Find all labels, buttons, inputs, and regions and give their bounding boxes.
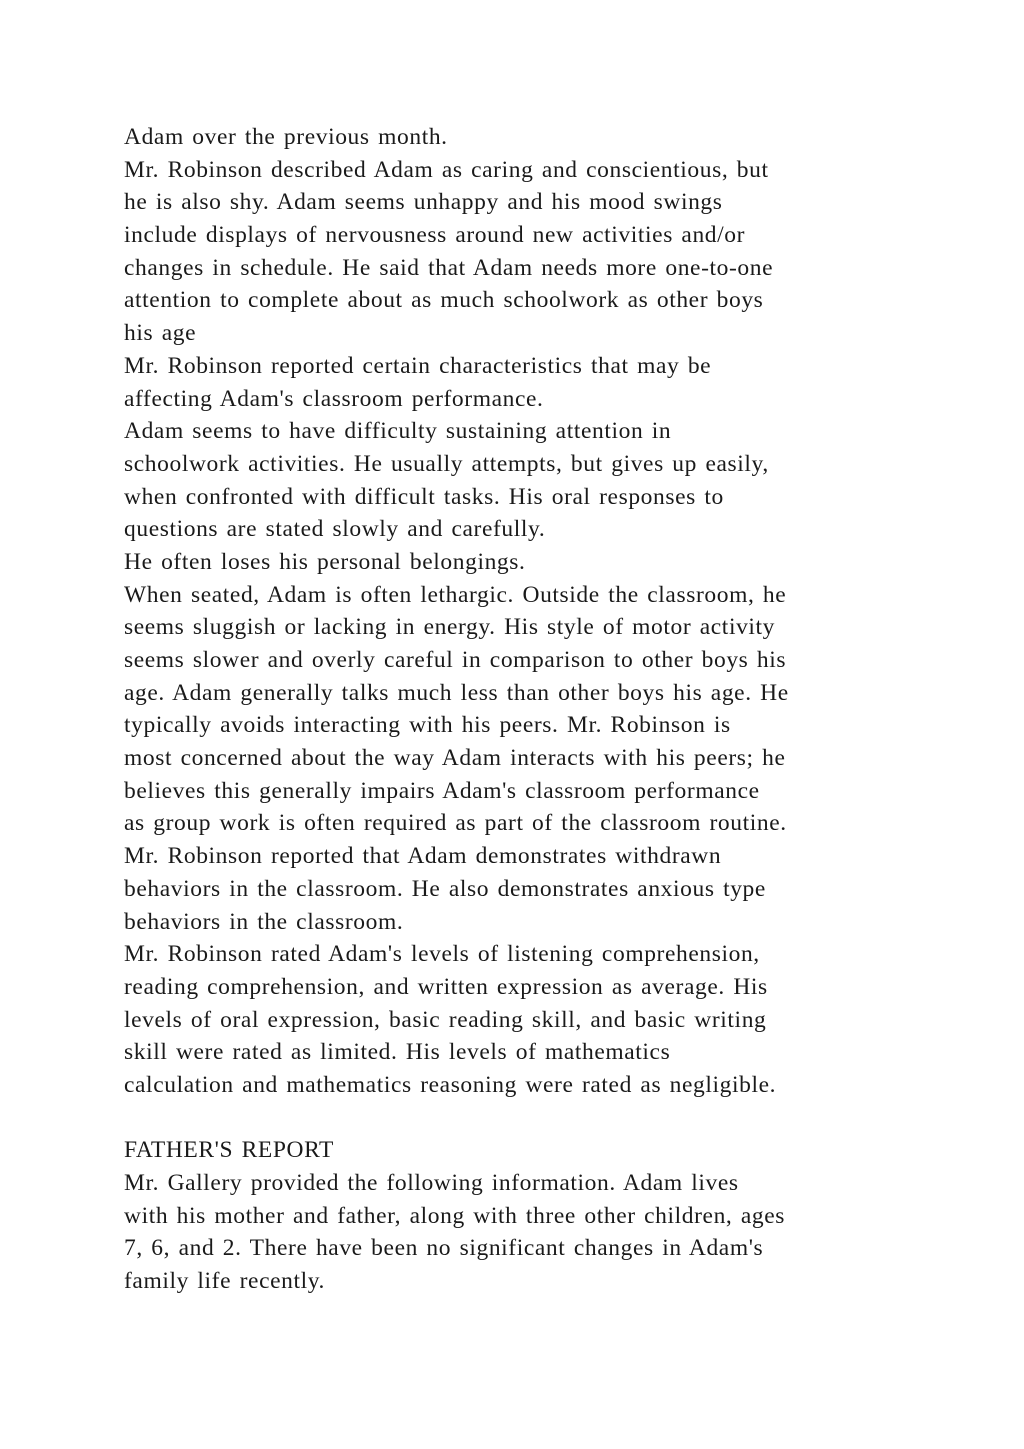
text-line: believes this generally impairs Adam's classroom performance (124, 777, 760, 804)
text-line: Mr. Robinson reported certain characteristics that may be (124, 352, 712, 379)
text-line: when confronted with difficult tasks. His oral responses to (124, 483, 724, 510)
text-line: schoolwork activities. He usually attempts, but gives up easily, (124, 450, 769, 477)
text-line: reading comprehension, and written expression as average. His (124, 973, 768, 1000)
text-line: seems sluggish or lacking in energy. His style of motor activity (124, 614, 776, 641)
text-line: 7, 6, and 2. There have been no significant changes in Adam's (124, 1235, 764, 1262)
text-line: include displays of nervousness around new activities and/or (124, 222, 746, 249)
text-line: as group work is often required as part of the classroom routine. (124, 810, 787, 837)
text-line: Adam over the previous month. (124, 124, 448, 150)
text-line: attention to complete about as much schoolwork as other boys (124, 287, 764, 314)
text-line: Mr. Robinson described Adam as caring and conscientious, but (124, 156, 769, 183)
text-line: with his mother and father, along with three other children, ages (124, 1202, 786, 1229)
text-line: levels of oral expression, basic reading skill, and basic writing (124, 1006, 767, 1033)
document-page (124, 121, 914, 1298)
text-line: changes in schedule. He said that Adam needs more one-to-one (124, 254, 774, 281)
text-line: most concerned about the way Adam interacts with his peers; he (124, 745, 786, 772)
text-line: his age (124, 320, 197, 347)
text-line: seems slower and overly careful in comparison to other boys his (124, 647, 787, 673)
fathers-report-section (124, 1134, 914, 1297)
text-line: Mr. Robinson rated Adam's levels of listening comprehension, (124, 941, 760, 968)
text-line: He often loses his personal belongings. (124, 548, 526, 575)
text-line: affecting Adam's classroom performance. (124, 385, 544, 412)
text-line: he is also shy. Adam seems unhappy and his mood swings (124, 189, 723, 216)
text-line: Mr. Robinson reported that Adam demonstrates withdrawn (124, 843, 722, 870)
text-line: calculation and mathematics reasoning were rated as negligible. (124, 1071, 777, 1098)
text-line: questions are stated slowly and carefully. (124, 516, 546, 543)
teacher-report-body (124, 121, 914, 1102)
text-line: When seated, Adam is often lethargic. Outside the classroom, he (124, 581, 787, 608)
section-heading: FATHER'S REPORT (124, 1137, 334, 1164)
text-line: behaviors in the classroom. (124, 908, 404, 935)
text-line: family life recently. (124, 1268, 326, 1295)
text-line: age. Adam generally talks much less than other boys his age. He (124, 679, 789, 706)
text-line: typically avoids interacting with his peers. Mr. Robinson is (124, 712, 731, 739)
text-line: skill were rated as limited. His levels of mathematics (124, 1039, 671, 1066)
text-line: Mr. Gallery provided the following information. Adam lives (124, 1170, 739, 1196)
text-line: behaviors in the classroom. He also demonstrates anxious type (124, 875, 766, 902)
paragraph-gap (124, 1102, 914, 1135)
text-line: Adam seems to have difficulty sustaining attention in (124, 418, 672, 445)
